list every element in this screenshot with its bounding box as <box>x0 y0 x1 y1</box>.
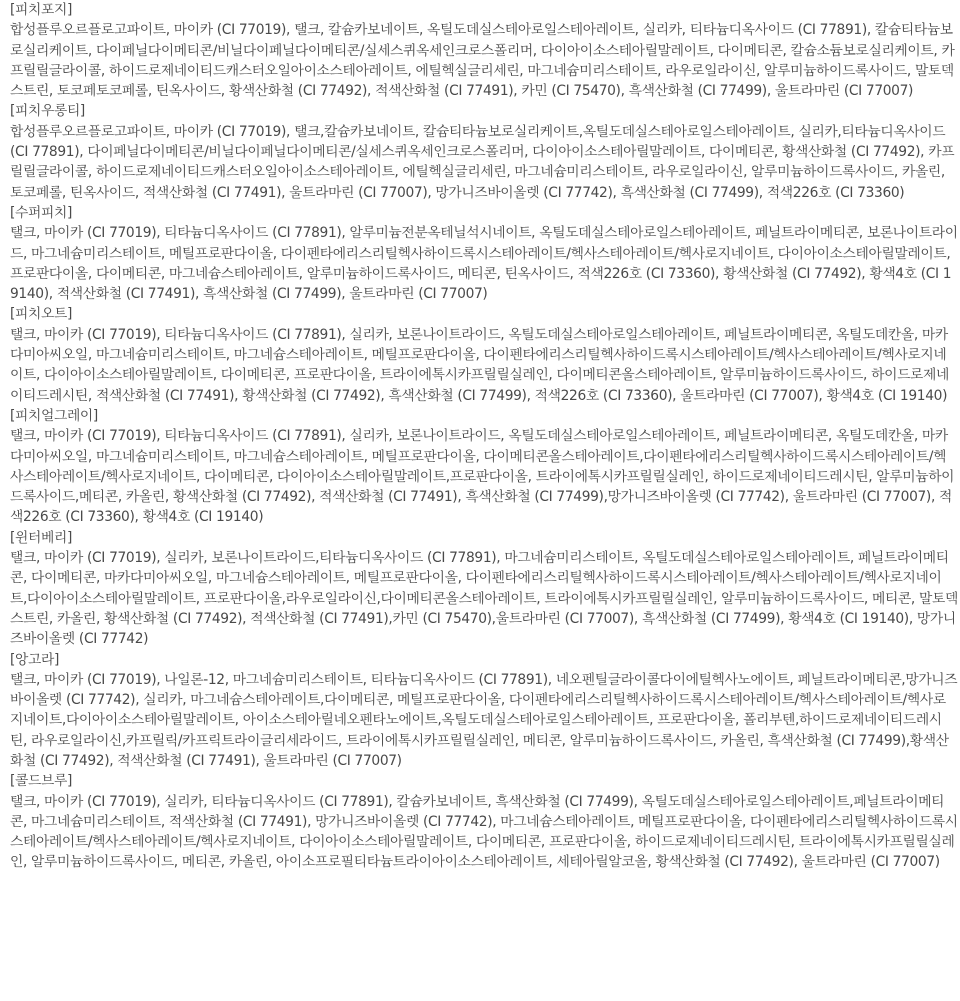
section-title: [피치오트] <box>10 306 72 323</box>
ingredient-list: 탤크, 마이카 (CI 77019), 티타늄디옥사이드 (CI 77891), 알루미늄전분옥테닐석시네이트, 옥틸도데실스테아로일스테아레이트, 페닐트라이메티콘, 보론나이트라이드, 마그네슘미리스테이트, 메틸프로판다이올, 다이펜타에리스리틸헥사하이드록시스테아레이트/헥사스테아레이트/헥사로지네이트, 다이아이소스테아릴말레이트, 프로판다이올, 다이메티콘, 마그네슘스테아레이트, 알루미늄하이드록사이드, 메티콘, 틴옥사이드, 적색226호 (CI 73360), 황색산화철 (CI 77492), 황색4호 (CI 19140), 적색산화철 (CI 77491), 흑색산화철 (CI 77499), 울트라마린 (CI 77007) <box>10 225 958 303</box>
ingredient-section-peach-oat <box>10 304 958 405</box>
section-title: [앙고라] <box>10 651 59 668</box>
ingredient-list: 탤크, 마이카 (CI 77019), 실리카, 보론나이트라이드,티타늄디옥사이드 (CI 77891), 마그네슘미리스테이트, 옥틸도데실스테아로일스테아레이트, 페닐트라이메티콘, 다이메티콘, 마카다미아씨오일, 마그네슘스테아레이트, 메틸프로판다이올, 다이펜타에리스리틸헥사하이드록시스테아레이트/헥사스테아레이트/헥사로지네이트,다이아이소스테아릴말레이트, 프로판다이올,라우로일라이신,다이메티콘올스테아레이트, 트라이에톡시카프릴릴실레인, 알루미늄하이드록사이드, 메티콘, 말토덱스트린, 카올린, 황색산화철 (CI 77492), 적색산화철 (CI 77491),카민 (CI 75470),울트라마린 (CI 77007), 흑색산화철 (CI 77499), 황색4호 (CI 19140), 망가니즈바이올렛 (CI 77742) <box>10 550 958 648</box>
section-title: [수퍼피치] <box>10 204 72 221</box>
ingredient-list: 탤크, 마이카 (CI 77019), 티타늄디옥사이드 (CI 77891), 실리카, 보론나이트라이드, 옥틸도데실스테아로일스테아레이트, 페닐트라이메티콘, 옥틸도데칸올, 마카다미아씨오일, 마그네슘미리스테이트, 마그네슘스테아레이트, 메틸프로판다이올, 다이메티콘올스테아레이트,다이펜타에리스리틸헥사하이드록시스테아레이트/헥사스테아레이트/헥사로지네이트, 다이메티콘, 다이아이소스테아릴말레이트,프로판다이올, 트라이에톡시카프릴릴실레인, 하이드로제네이티드레시틴, 알루미늄하이드록사이드,메티콘, 카올린, 황색산화철 (CI 77492), 적색산화철 (CI 77491), 흑색산화철 (CI 77499),망가니즈바이올렛 (CI 77742), 울트라마린 (CI 77007), 적색226호 (CI 73360), 황색4호 (CI 19140) <box>10 428 955 526</box>
section-title: [피치얼그레이] <box>10 407 98 424</box>
ingredient-list: 탤크, 마이카 (CI 77019), 실리카, 티타늄디옥사이드 (CI 77891), 칼슘카보네이트, 흑색산화철 (CI 77499), 옥틸도데실스테아로일스테아레이트,페닐트라이메티콘, 마그네슘미리스테이트, 적색산화철 (CI 77491), 망가니즈바이올렛 (CI 77742), 마그네슘스테아레이트, 메틸프로판다이올, 다이펜타에리스리틸헥사하이드록시스테아레이트/헥사스테아레이트/헥사로지네이트, 다이아이소스테아릴말레이트, 다이메티콘, 프로판다이올, 하이드로제네이티드레시틴, 트라이에톡시카프릴릴실레인, 알루미늄하이드록사이드, 메티콘, 카올린, 아이소프로필티타늄트라이아이소스테아레이트, 세테아릴알코올, 황색산화철 (CI 77492), 울트라마린 (CI 77007) <box>10 793 958 871</box>
ingredient-section-peach-forge <box>10 0 958 101</box>
ingredient-section-winterberry <box>10 528 958 650</box>
ingredient-list: 탤크, 마이카 (CI 77019), 나일론-12, 마그네슘미리스테이트, 티타늄디옥사이드 (CI 77891), 네오펜틸글라이콜다이에틸헥사노에이트, 페닐트라이메티콘,망가니즈바이올렛 (CI 77742), 실리카, 마그네슘스테아레이트,다이메티콘, 메틸프로판다이올, 다이펜타에리스리틸헥사하이드록시스테아레이트/헥사스테아레이트/헥사로지네이트,다이아이소스테아릴말레이트, 아이소스테아릴네오펜타노에이트,옥틸도데실스테아로일스테아레이트, 프로판다이올, 폴리부텐,하이드로제네이티드레시틴, 라우로일라이신,카프릴릭/카프릭트라이글리세라이드, 트라이에톡시카프릴릴실레인, 메티콘, 알루미늄하이드록사이드, 카올린, 흑색산화철 (CI 77499),황색산화철 (CI 77492), 적색산화철 (CI 77491), 울트라마린 (CI 77007) <box>10 671 958 769</box>
ingredient-section-cold-brew <box>10 771 958 872</box>
section-title: [윈터베리] <box>10 529 72 546</box>
ingredient-list: 탤크, 마이카 (CI 77019), 티타늄디옥사이드 (CI 77891), 실리카, 보론나이트라이드, 옥틸도데실스테아로일스테아레이트, 페닐트라이메티콘, 옥틸도데칸올, 마카다미아씨오일, 마그네슘미리스테이트, 마그네슘스테아레이트, 메틸프로판다이올, 다이펜타에리스리틸헥사하이드록시스테아레이트/헥사스테아레이트/헥사로지네이트, 다이아이소스테아릴말레이트, 다이메티콘, 프로판다이올, 트라이에톡시카프릴릴실레인, 다이메티콘올스테아레이트, 알루미늄하이드록사이드, 하이드로제네이티드레시틴, 적색산화철 (CI 77491), 황색산화철 (CI 77492), 흑색산화철 (CI 77499), 적색226호 (CI 73360), 울트라마린 (CI 77007), 황색4호 (CI 19140) <box>10 326 949 404</box>
section-title: [피치우롱티] <box>10 103 85 120</box>
ingredient-list: 합성플루오르플로고파이트, 마이카 (CI 77019), 탤크, 칼슘카보네이트, 옥틸도데실스테아로일스테아레이트, 실리카, 티타늄디옥사이드 (CI 77891), 칼슘티타늄보로실리케이트, 다이페닐다이메티콘/비닐다이페닐다이메티콘/실세스퀴옥세인크로스폴리머, 다이아이소스테아릴말레이트, 다이메티콘, 칼슘소듐보로실리케이트, 카프릴릴글라이콜, 하이드로제네이티드캐스터오일아이소스테아레이트, 에틸헥실글리세린, 마그네슘미리스테이트, 라우로일라이신, 알루미늄하이드록사이드, 말토덱스트린, 토코페토코페롤, 틴옥사이드, 황색산화철 (CI 77492), 적색산화철 (CI 77491), 카민 (CI 75470), 흑색산화철 (CI 77499), 울트라마린 (CI 77007) <box>10 22 955 100</box>
ingredient-section-super-peach <box>10 203 958 304</box>
ingredient-section-peach-earl-grey <box>10 406 958 528</box>
section-title: [콜드브루] <box>10 773 72 790</box>
ingredient-section-peach-oolong-tea <box>10 101 958 202</box>
ingredient-list: 합성플루오르플로고파이트, 마이카 (CI 77019), 탤크,칼슘카보네이트, 칼슘티타늄보로실리케이트,옥틸도데실스테아로일스테아레이트, 실리카,티타늄디옥사이드 (CI 77891), 다이페닐다이메티콘/비닐다이페닐다이메티콘/실세스퀴옥세인크로스폴리머, 다이아이소스테아릴말레이트, 다이메티콘, 황색산화철 (CI 77492), 카프릴릴글라이콜, 하이드로제네이티드캐스터오일아이소스테아레이트, 에틸헥실글리세린, 마그네슘미리스테이트, 라우로일라이신, 알루미늄하이드록사이드, 카올린, 토코페롤, 틴옥사이드, 적색산화철 (CI 77491), 울트라마린 (CI 77007), 망가니즈바이올렛 (CI 77742), 흑색산화철 (CI 77499), 적색226호 (CI 73360) <box>10 123 955 201</box>
section-title: [피치포지] <box>10 2 72 18</box>
ingredient-section-angora <box>10 650 958 772</box>
